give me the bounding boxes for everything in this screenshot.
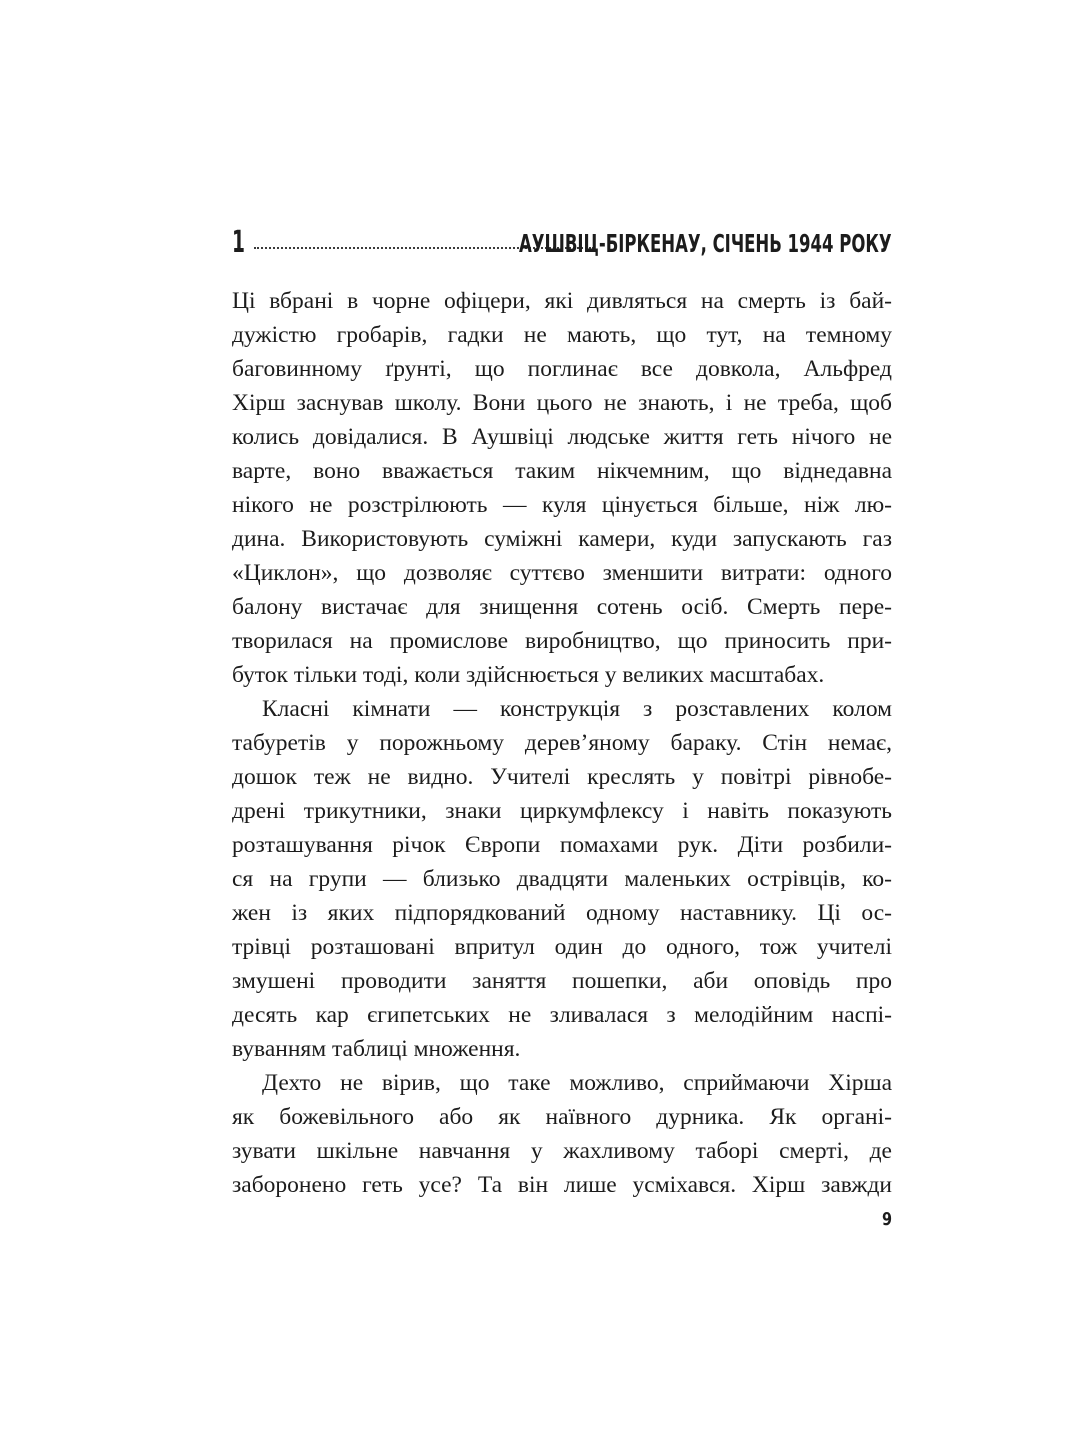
paragraph (232, 692, 892, 1066)
text-line: змушені проводити заняття пошепки, аби оповідь про (232, 968, 892, 994)
paragraph (232, 284, 892, 692)
text-line: дошок теж не видно. Учителі креслять у повітрі рівнобе- (232, 764, 892, 790)
text-line: колись довідалися. В Аушвіці людське життя геть нічого не (232, 424, 892, 450)
text-line: дина. Використовують суміжні камери, куди запускають газ (232, 526, 892, 552)
chapter-title-wrap (519, 228, 892, 258)
text-line: Хірш заснував школу. Вони цього не знають, і не треба, щоб (232, 390, 892, 416)
text-line: дрені трикутники, знаки циркумфлексу і навіть показують (232, 798, 892, 824)
text-line: Ці вбрані в чорне офіцери, які дивляться на смерть із бай- (232, 288, 892, 314)
body-text (232, 284, 892, 1202)
chapter-title: АУШВІЦ-БІРКЕНАУ, СІЧЕНЬ 1944 РОКУ (519, 229, 892, 258)
text-line: варте, воно вважається таким нікчемним, що віднедавна (232, 458, 892, 484)
text-line: ся на групи — близько двадцяти маленьких острівців, ко- (232, 866, 892, 892)
text-line: заборонено геть усе? Та він лише усміхався. Хірш завжди (232, 1172, 892, 1198)
text-line: вуванням таблиці множення. (232, 1036, 521, 1062)
text-line: балону вистачає для знищення сотень осіб. Смерть пере- (232, 594, 892, 620)
text-line: нікого не розстрілюють — куля цінується більше, ніж лю- (232, 492, 892, 518)
text-line: буток тільки тоді, коли здійснюється у великих масштабах. (232, 662, 825, 688)
text-line: табуретів у порожньому дерев’яному бараку. Стін немає, (232, 730, 892, 756)
text-line: творилася на промислове виробництво, що приносить при- (232, 628, 892, 654)
chapter-number: 1 (232, 225, 245, 260)
text-line: дужістю гробарів, гадки не мають, що тут, на темному (232, 322, 892, 348)
text-line: «Циклон», що дозволяє суттєво зменшити витрати: одного (232, 560, 892, 586)
text-line: десять кар єгипетських не зливалася з мелодійним наспі- (232, 1002, 892, 1028)
text-line: баговинному ґрунті, що поглинає все довкола, Альфред (232, 356, 892, 382)
text-line: розташування річок Європи помахами рук. Діти розбили- (232, 832, 892, 858)
paragraph (232, 1066, 892, 1202)
text-line: жен із яких підпорядкований одному наставнику. Ці ос- (232, 900, 892, 926)
chapter-header (232, 226, 892, 258)
page-number: 9 (881, 1209, 892, 1230)
text-line: Дехто не вірив, що таке можливо, сприймаючи Хірша (262, 1070, 892, 1096)
text-line: зувати шкільне навчання у жахливому таборі смерті, де (232, 1138, 892, 1164)
text-line: Класні кімнати — конструкція з розставлених колом (262, 696, 892, 722)
text-line: як божевільного або як наївного дурника. Як органі- (232, 1104, 892, 1130)
text-line: трівці розташовані впритул один до одного, тож учителі (232, 934, 892, 960)
